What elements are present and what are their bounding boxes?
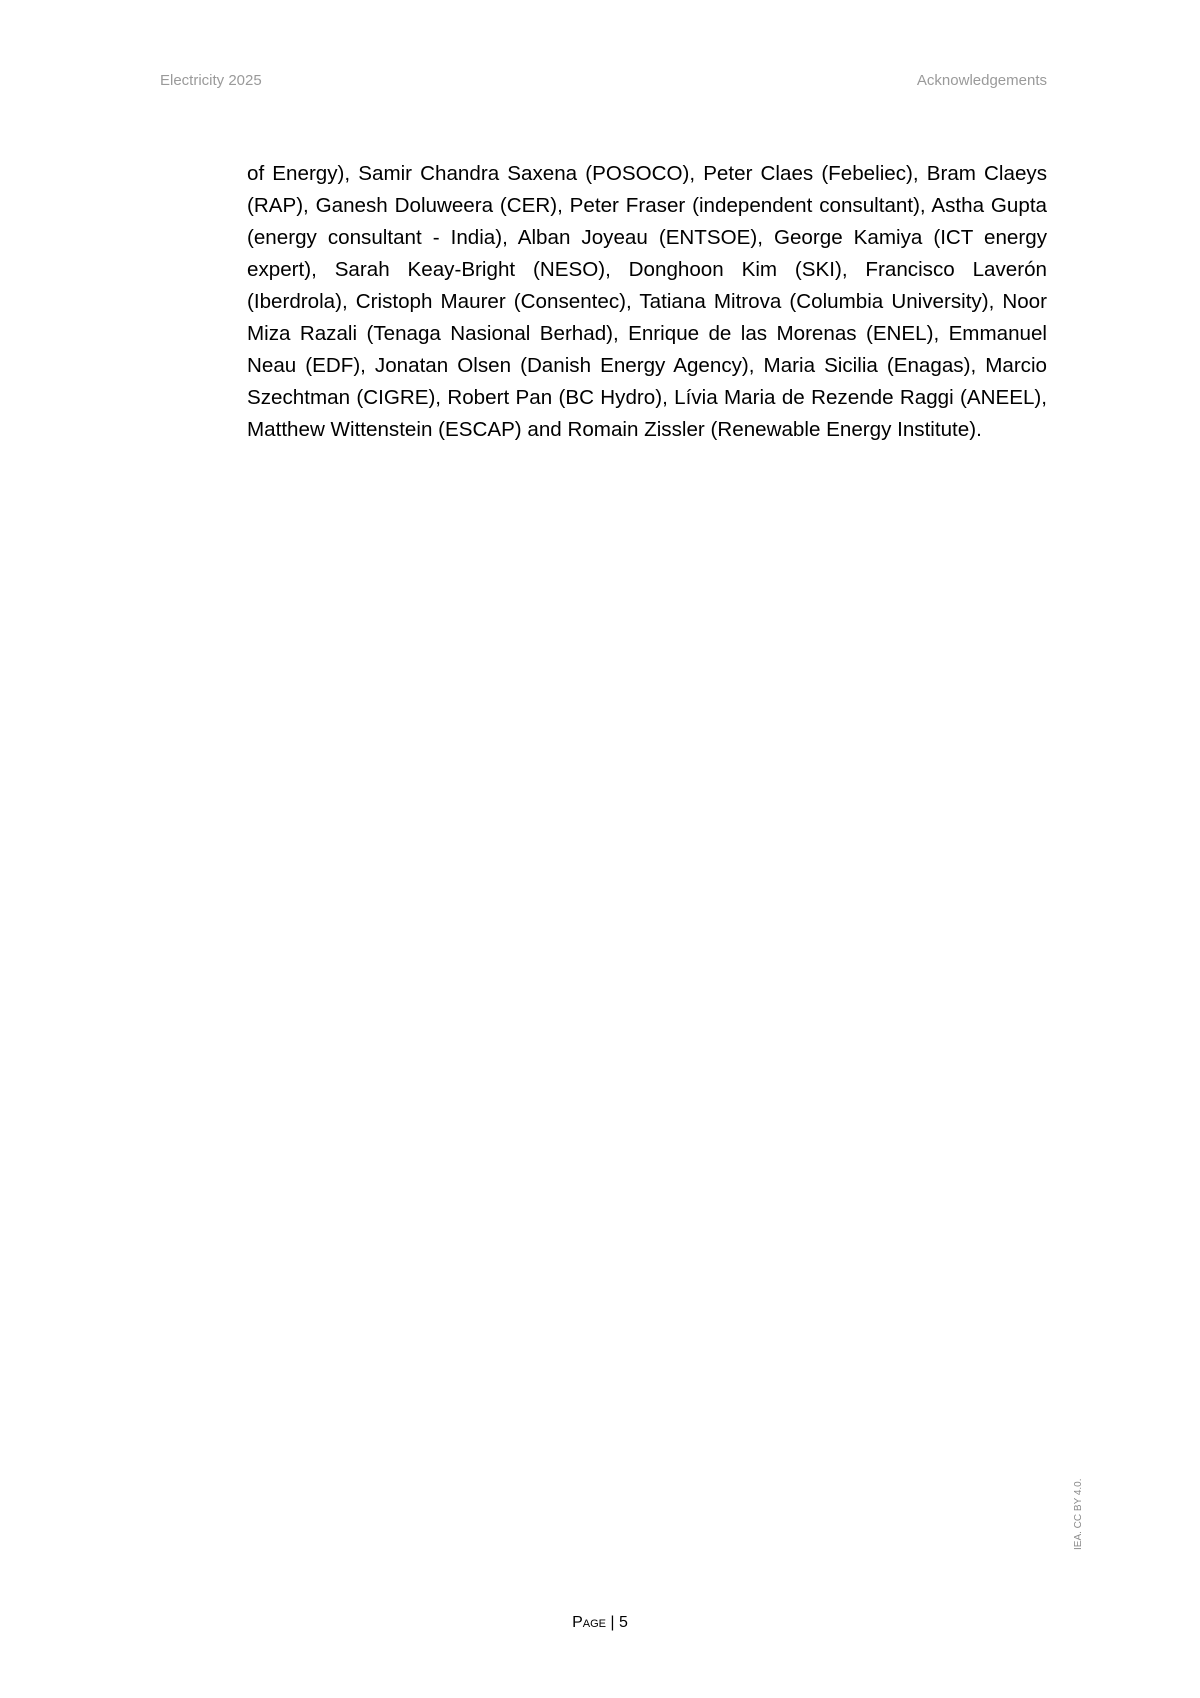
running-header-title: Electricity 2025: [160, 72, 262, 89]
page-footer: [0, 1614, 1200, 1632]
copyright-notice: IEA. CC BY 4.0.: [1073, 1478, 1084, 1550]
page-label: Page: [572, 1614, 606, 1631]
page-number: 5: [619, 1614, 628, 1631]
acknowledgements-paragraph: of Energy), Samir Chandra Saxena (POSOCO), Peter Claes (Febeliec), Bram Claeys (RAP), Ganesh Doluweera (CER), Peter Fraser (independent consultant), Astha Gupta (energy consultant - India), Alban Joyeau (ENTSOE), George Kamiya (ICT energy expert), Sarah Keay-Bright (NESO), Donghoon Kim (SKI), Francisco Laverón (Iberdrola), Cristoph Maurer (Consentec), Tatiana Mitrova (Columbia University), Noor Miza Razali (Tenaga Nasional Berhad), Enrique de las Morenas (ENEL), Emmanuel Neau (EDF), Jonatan Olsen (Danish Energy Agency), Maria Sicilia (Enagas), Marcio Szechtman (CIGRE), Robert Pan (BC Hydro), Lívia Maria de Rezende Raggi (ANEEL), Matthew Wittenstein (ESCAP) and Romain Zissler (Renewable Energy Institute).: [247, 162, 1047, 441]
running-header-section: Acknowledgements: [916, 72, 1047, 89]
page-separator: |: [610, 1614, 615, 1631]
